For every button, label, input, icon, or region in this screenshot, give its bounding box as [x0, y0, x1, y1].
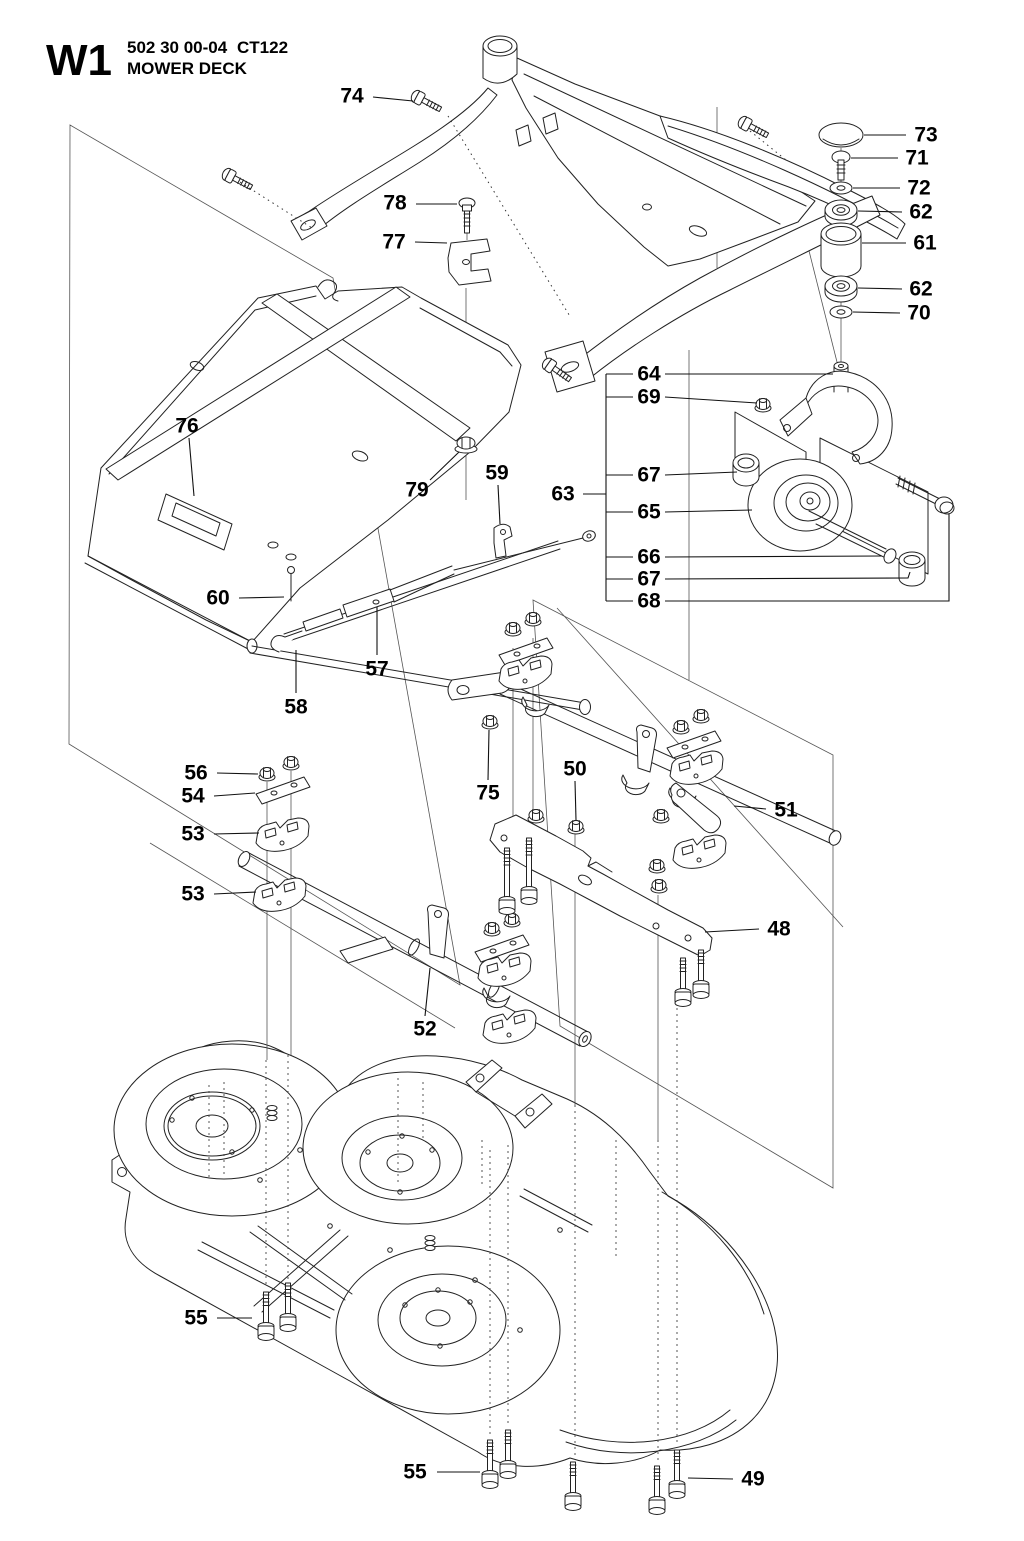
part-number-label: 62 [909, 200, 933, 224]
callout-72 [853, 177, 931, 200]
part-number-label: 53 [181, 882, 205, 906]
part-number-label: 65 [637, 500, 661, 524]
frame-bolt-left [220, 167, 254, 194]
callout-50 [563, 758, 586, 821]
part-number-label: 74 [340, 84, 364, 108]
leader-line [214, 833, 259, 834]
pivot-axle-52-assembly [236, 757, 594, 1049]
callout-58 [284, 650, 308, 719]
callout-49 [688, 1468, 765, 1491]
part-number-label: 55 [184, 1306, 208, 1330]
cap-73 [819, 123, 863, 147]
callout-56 [184, 762, 258, 785]
washer-72 [830, 182, 852, 194]
callout-66 [606, 546, 882, 569]
bushing-67-rear [899, 552, 925, 586]
spacer-61 [821, 223, 861, 277]
part-number-label: 56 [184, 761, 208, 785]
bolt-78 [459, 198, 475, 233]
leader-line [575, 781, 576, 820]
callout-64 [606, 363, 833, 386]
leader-line [488, 730, 489, 780]
mower-deck-housing [112, 1041, 778, 1467]
part-number-label: 67 [637, 567, 661, 591]
part-number-label: 51 [774, 798, 798, 822]
nut-79 [455, 437, 477, 453]
part-number-label: 54 [181, 784, 205, 808]
clamp-53-lower [253, 878, 306, 911]
callout-63 [551, 374, 606, 601]
callout-67 [606, 464, 737, 487]
leader-line [858, 288, 902, 289]
part-number-label: 73 [914, 123, 938, 147]
callout-77 [382, 231, 447, 254]
bolt-49 [649, 1466, 665, 1515]
leader-line [214, 793, 255, 796]
part-number-label: 53 [181, 822, 205, 846]
leader-line [688, 1478, 733, 1479]
callout-62 [858, 278, 933, 301]
callout-51 [734, 799, 798, 822]
axle-tab-52 [428, 905, 449, 958]
callout-57 [365, 607, 388, 681]
callout-75 [476, 730, 500, 805]
bolt-49 [565, 1462, 581, 1511]
leader-line [665, 397, 757, 403]
nut-69 [755, 399, 771, 413]
leader-line [705, 929, 759, 932]
part-number-label: 67 [637, 463, 661, 487]
nut-56b [283, 757, 299, 771]
callout-71 [851, 147, 929, 170]
callout-73 [864, 124, 938, 147]
part-number-label: 57 [365, 657, 389, 681]
nut-50 [528, 810, 544, 824]
callout-54 [181, 785, 255, 808]
leader-line [415, 242, 447, 243]
part-number-label: 76 [175, 414, 199, 438]
callout-48 [705, 918, 791, 941]
header [46, 36, 288, 85]
callout-65 [606, 501, 752, 524]
frame-bolt-74 [409, 89, 443, 116]
leader-line [217, 773, 258, 774]
nut-75 [482, 716, 498, 730]
callout-55 [403, 1461, 480, 1484]
model-code: CT122 [237, 38, 289, 57]
callout-69 [606, 386, 757, 409]
leader-line [665, 556, 882, 557]
part-number-label: 66 [637, 545, 661, 569]
diagram-id: W1 [46, 36, 112, 85]
part-number-label: 58 [284, 695, 308, 719]
part-number-label: 77 [382, 230, 406, 254]
part-number-label: 71 [905, 146, 929, 170]
bolt-49 [669, 1450, 685, 1499]
part-number-label: 64 [637, 362, 661, 386]
part-number-label: 63 [551, 482, 575, 506]
nut-50b [568, 821, 584, 835]
part-number-label: 75 [476, 781, 500, 805]
part-number-label: 50 [563, 757, 587, 781]
frame-bolt-right [736, 115, 770, 142]
leader-line [214, 892, 256, 894]
leader-line [665, 472, 737, 475]
leader-line [853, 312, 900, 313]
part-number-label: 61 [913, 231, 937, 255]
part-number-label: 62 [909, 277, 933, 301]
callout-67 [606, 568, 910, 591]
part-number-label: 49 [741, 1467, 765, 1491]
part-number-label: 60 [206, 586, 230, 610]
part-number-label: 48 [767, 917, 791, 941]
nut-56 [259, 768, 275, 782]
part-number-label: 68 [637, 589, 661, 613]
part-number-label: 55 [403, 1460, 427, 1484]
leader-line [665, 572, 910, 579]
callout-74 [340, 85, 413, 108]
callout-53 [181, 883, 256, 906]
part-number-label: 78 [383, 191, 407, 215]
part-number-label: 59 [485, 461, 509, 485]
callout-53 [181, 823, 259, 846]
part-number-label: 70 [907, 301, 931, 325]
callout-78 [383, 192, 457, 215]
leader-line [665, 510, 752, 512]
callout-59 [485, 462, 508, 525]
part-code: 502 30 00-04 [127, 38, 228, 57]
leader-line [425, 968, 430, 1016]
bearing-62-lower [825, 276, 857, 302]
part-number-label: 72 [907, 176, 931, 200]
clamp-53-upper [256, 818, 309, 851]
wheel-65 [748, 459, 852, 551]
washer-70 [830, 306, 852, 318]
bushing-67-front [733, 454, 759, 486]
part-number-label: 69 [637, 385, 661, 409]
leader-line [498, 485, 500, 524]
bearing-62-upper [825, 200, 857, 226]
leader-line [373, 97, 413, 101]
diagram-title: MOWER DECK [127, 59, 247, 78]
callout-52 [413, 968, 436, 1041]
part-number-label: 79 [405, 478, 429, 502]
part-number-label: 52 [413, 1017, 437, 1041]
callout-70 [853, 302, 931, 325]
bolt-71 [832, 151, 850, 180]
